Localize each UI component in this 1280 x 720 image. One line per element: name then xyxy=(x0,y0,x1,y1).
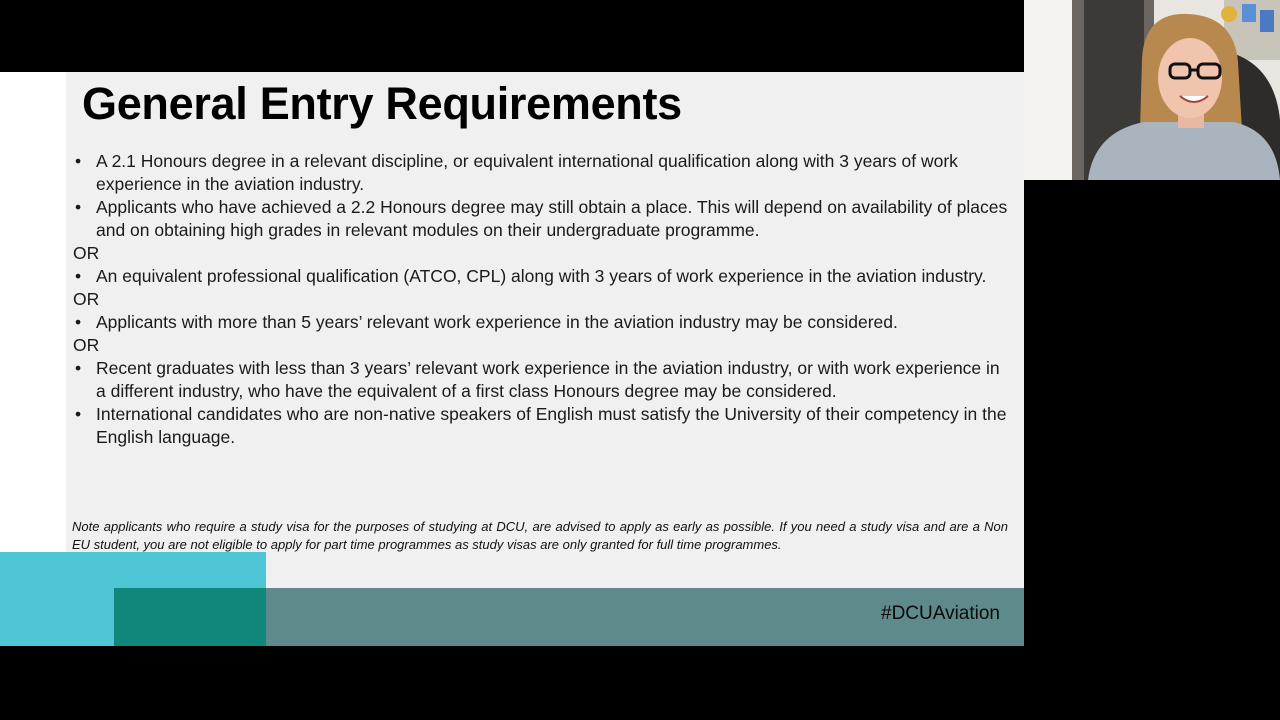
bullet-dot-icon: • xyxy=(75,266,82,286)
or-separator: OR xyxy=(73,289,100,309)
bullet-dot-icon: • xyxy=(75,358,82,378)
requirement-bullet xyxy=(72,150,1012,196)
bullet-dot-icon: • xyxy=(75,404,82,424)
or-separator: OR xyxy=(73,335,100,355)
presentation-slide xyxy=(0,72,1024,646)
bullet-dot-icon: • xyxy=(75,312,82,332)
requirement-text: Applicants with more than 5 years’ relevant work experience in the aviation industry may be considered. xyxy=(96,312,898,332)
hashtag-label: #DCUAviation xyxy=(881,603,1000,624)
or-separator: OR xyxy=(73,243,100,263)
requirement-text: An equivalent professional qualification (ATCO, CPL) along with 3 years of work experience in the aviation industry. xyxy=(96,266,987,286)
requirement-bullet xyxy=(72,265,1012,288)
slide-title: General Entry Requirements xyxy=(82,78,682,129)
participant-video-icon xyxy=(1024,0,1280,180)
requirement-bullet xyxy=(72,357,1012,403)
slide-footer-band-teal xyxy=(114,588,266,646)
requirement-bullet xyxy=(72,311,1012,334)
bullet-dot-icon: • xyxy=(75,197,82,217)
requirement-text: Recent graduates with less than 3 years’ relevant work experience in the aviation industry, or with work experience in a different industry, who have the equivalent of a first class Honours degree may be considered. xyxy=(96,358,1000,401)
visa-note: Note applicants who require a study visa for the purposes of studying at DCU, are advised to apply as early as possible. If you need a study visa and are a Non EU student, you are not eligible to apply for part time programmes as study visas are only granted for full time programmes. xyxy=(72,519,1008,552)
bullet-dot-icon: • xyxy=(75,151,82,171)
webcam-thumbnail[interactable] xyxy=(1024,0,1280,180)
requirement-text: A 2.1 Honours degree in a relevant discipline, or equivalent international qualification along with 3 years of work experience in the aviation industry. xyxy=(96,151,958,194)
requirement-text: Applicants who have achieved a 2.2 Honours degree may still obtain a place. This will depend on availability of places and on obtaining high grades in relevant modules on their undergraduate programme. xyxy=(96,197,1008,240)
requirement-text: International candidates who are non-native speakers of English must satisfy the University of their competency in the English language. xyxy=(96,404,1007,447)
requirements-list xyxy=(72,150,1012,449)
requirement-bullet xyxy=(72,196,1012,242)
requirement-bullet xyxy=(72,403,1012,449)
